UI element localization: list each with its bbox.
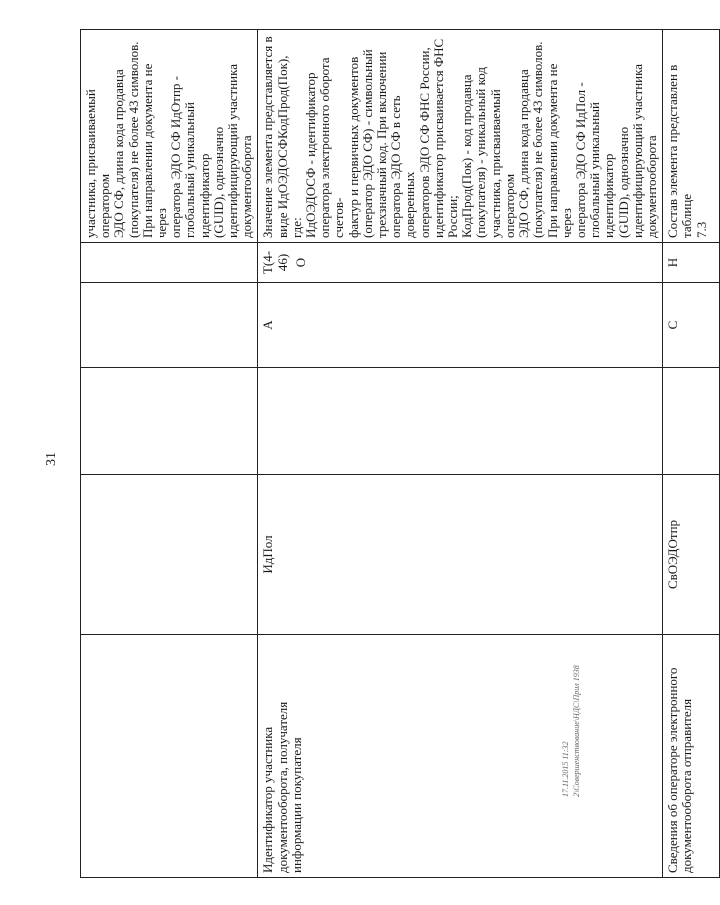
table-row xyxy=(663,30,720,878)
cell-element-name xyxy=(258,635,663,878)
table-wrap xyxy=(80,30,709,878)
description-line: (оператор ЭДО СФ) - символьный xyxy=(359,49,375,238)
description-line: Состав элемента представлен в таблице xyxy=(665,64,695,238)
description-line: (покупателя) не более 43 символов. xyxy=(530,41,546,238)
element-name-line: Идентификатор участника xyxy=(260,726,276,873)
description-line: Значение элемента представляется в xyxy=(260,36,276,238)
description-line: ИдОЭДОСФ - идентификатор xyxy=(303,72,319,238)
cell-required-sign: Н xyxy=(663,243,720,283)
cell-format xyxy=(81,283,258,368)
cell-attribute-type xyxy=(663,368,720,475)
description-line: участника, присваиваемый оператором xyxy=(487,89,517,238)
description-line: (GUID), однозначно xyxy=(210,126,226,238)
description-line: участника, присваиваемый оператором xyxy=(83,89,113,238)
element-name-line: документооборота отправителя xyxy=(679,698,695,873)
element-name-line: документооборота, получателя xyxy=(274,701,290,873)
description-line: документооборота xyxy=(643,135,659,238)
element-table xyxy=(80,29,720,878)
description-line: идентифицирующий участника xyxy=(629,63,645,238)
description-line: трехзначный код. При включении xyxy=(374,51,390,238)
description-line: (покупателя) не более 43 символов. xyxy=(125,41,141,238)
cell-required-sign xyxy=(81,243,258,283)
description-line: При направлении документа не через xyxy=(544,63,574,238)
cell-description xyxy=(81,30,258,243)
format-value: T(4-46) xyxy=(260,250,290,275)
description-line: России; xyxy=(445,195,461,238)
description-line: При направлении документа не через xyxy=(139,63,170,238)
description-line: документооборота xyxy=(239,135,255,238)
description-line: (GUID), однозначно xyxy=(615,126,631,238)
description-line: КодПрод(Пок) - код продавца xyxy=(459,74,475,238)
description-line: оператора ЭДО СФ в сеть доверенных xyxy=(388,95,418,238)
element-name-line: информации покупателя xyxy=(288,737,304,873)
cell-element-code: ИдПол xyxy=(258,475,663,635)
cell-element-code: СвОЭДОтпр xyxy=(663,475,720,635)
cell-description xyxy=(258,30,663,243)
cell-element-code xyxy=(81,475,258,635)
description-line: (покупателя) - уникальный код xyxy=(473,66,489,238)
required-sign-value: О xyxy=(292,257,308,268)
cell-required-sign xyxy=(258,243,663,283)
table-row xyxy=(258,30,663,878)
description-line: фактур и первичных документов xyxy=(345,56,361,238)
description-line: идентифицирующий участника xyxy=(225,63,241,238)
description-line: 7.3 xyxy=(693,221,709,238)
element-name-line: Сведения об операторе электронного xyxy=(665,667,681,873)
page-frame xyxy=(80,30,709,878)
description-line: оператора ЭДО СФ ИдОтпр - xyxy=(168,76,184,238)
description-line: идентификатор присваивается ФНС xyxy=(430,38,446,238)
cell-element-name xyxy=(81,635,258,878)
description-line: операторов ЭДО СФ ФНС России, xyxy=(416,47,432,238)
cell-format: С xyxy=(663,283,720,368)
table-row xyxy=(81,30,258,878)
description-line: оператора электронного оборота счетов- xyxy=(317,57,347,238)
description-line: глобальный уникальный идентификатор xyxy=(587,102,617,238)
cell-attribute-type xyxy=(258,368,663,475)
description-line: оператора ЭДО СФ ИдПол - xyxy=(572,82,588,238)
cell-description xyxy=(663,30,720,243)
footer-line: 2\Совершенствование\НДС\Прил 1938 xyxy=(572,665,581,797)
cell-format: А xyxy=(258,283,663,368)
cell-element-name xyxy=(663,635,720,878)
description-line: ЭДО СФ, длина кода продавца xyxy=(516,69,532,238)
description-line: ЭДО СФ, длина кода продавца xyxy=(111,69,127,238)
description-line: виде ИдОЭДОСФКодПрод(Пок), где: xyxy=(274,55,304,238)
page-number: 31 xyxy=(44,452,59,466)
cell-attribute-type xyxy=(81,368,258,475)
footer-line: 17.11.2015 11:32 xyxy=(561,741,570,797)
description-line: глобальный уникальный идентификатор xyxy=(182,102,212,238)
